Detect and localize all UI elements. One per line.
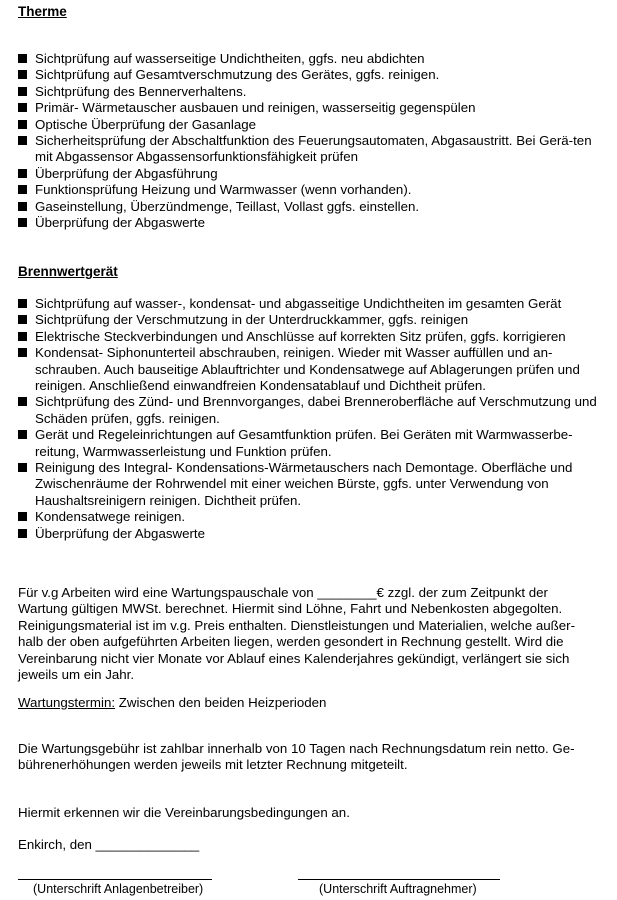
square-bullet-icon	[18, 512, 27, 521]
list-item: Sicherheitsprüfung der Abschaltfunktion des Feuerungsautomaten, Abgasaustritt. Bei Gerä-ten mit Abgassensor Abgassensorfunktionsfähigkeit prüfen	[18, 133, 598, 166]
therme-heading: Therme	[18, 4, 67, 19]
list-item: Gaseinstellung, Überzündmenge, Teillast, Vollast ggfs. einstellen.	[18, 199, 598, 215]
list-item: Reinigung des Integral- Kondensations-Wärmetauschers nach Demontage. Oberfläche und Zwischenräume der Rohrwendel mit einer weichen Bürste, ggfs. unter Verwendung von Haushaltsreinigern reinigen. Dichtheit prüfen.	[18, 460, 598, 509]
square-bullet-icon	[18, 348, 27, 357]
pauschale-paragraph: Für v.g Arbeiten wird eine Wartungspauschale von ________€ zzgl. der zum Zeitpunkt der Wartung gültigen MWSt. berechnet. Hiermit sind Löhne, Fahrt und Nebenkosten abgegolten. Reinigungsmaterial ist im v.g. Preis enthalten. Dienstleistungen und Materialien, welche außer-halb der oben aufgeführten Arbeiten liegen, werden gesondert in Rechnung gestellt. Wird die Vereinbarung nicht vier Monate vor Ablauf eines Kalenderjahres gekündigt, verlängert sie sich jeweils um ein Jahr.	[18, 585, 576, 683]
square-bullet-icon	[18, 169, 27, 178]
wartungstermin-line	[18, 695, 588, 711]
signature-line-right	[298, 879, 500, 880]
square-bullet-icon	[18, 218, 27, 227]
list-item: Kondensatwege reinigen.	[18, 509, 598, 525]
brennwert-heading: Brennwertgerät	[18, 264, 118, 279]
square-bullet-icon	[18, 87, 27, 96]
ort-datum-field: Enkirch, den ______________	[18, 837, 200, 852]
square-bullet-icon	[18, 299, 27, 308]
list-item: Überprüfung der Abgasführung	[18, 166, 598, 182]
list-item: Überprüfung der Abgaswerte	[18, 215, 598, 231]
list-item: Sichtprüfung der Verschmutzung in der Unterdruckkammer, ggfs. reinigen	[18, 312, 598, 328]
list-item: Gerät und Regeleinrichtungen auf Gesamtfunktion prüfen. Bei Geräten mit Warmwasserbe-reitung, Warmwasserleistung und Funktion prüfen.	[18, 427, 598, 460]
gebuehr-paragraph: Die Wartungsgebühr ist zahlbar innerhalb von 10 Tagen nach Rechnungsdatum rein netto. Ge-bührenerhöhungen werden jeweils mit letzter Rechnung mitgeteilt.	[18, 741, 575, 773]
list-item: Primär- Wärmetauscher ausbauen und reinigen, wasserseitig gegenspülen	[18, 100, 598, 116]
anerkennung-text: Hiermit erkennen wir die Vereinbarungsbedingungen an.	[18, 805, 350, 820]
list-item: Optische Überprüfung der Gasanlage	[18, 117, 598, 133]
square-bullet-icon	[18, 120, 27, 129]
wartungstermin-value: Zwischen den beiden Heizperioden	[115, 695, 327, 710]
signature-label-right: (Unterschrift Auftragnehmer)	[319, 882, 477, 896]
list-item: Sichtprüfung des Bennerverhaltens.	[18, 84, 598, 100]
list-item: Überprüfung der Abgaswerte	[18, 526, 598, 542]
brennwert-checklist	[18, 296, 598, 542]
list-item: Elektrische Steckverbindungen und Anschlüsse auf korrekten Sitz prüfen, ggfs. korrigieren	[18, 329, 598, 345]
list-item: Kondensat- Siphonunterteil abschrauben, reinigen. Wieder mit Wasser auffüllen und an-schrauben. Auch bauseitige Ablauftrichter und Kondensatwege auf Ablagerungen prüfen und reinigen. Anschließend einwandfreien Kondensatablauf und Dichtheit prüfen.	[18, 345, 598, 394]
square-bullet-icon	[18, 430, 27, 439]
wartungstermin-label: Wartungstermin:	[18, 695, 116, 710]
list-item: Funktionsprüfung Heizung und Warmwasser (wenn vorhanden).	[18, 182, 598, 198]
list-item: Sichtprüfung auf Gesamtverschmutzung des Gerätes, ggfs. reinigen.	[18, 67, 598, 83]
square-bullet-icon	[18, 315, 27, 324]
square-bullet-icon	[18, 529, 27, 538]
square-bullet-icon	[18, 136, 27, 145]
square-bullet-icon	[18, 185, 27, 194]
square-bullet-icon	[18, 54, 27, 63]
square-bullet-icon	[18, 70, 27, 79]
square-bullet-icon	[18, 463, 27, 472]
square-bullet-icon	[18, 332, 27, 341]
list-item: Sichtprüfung des Zünd- und Brennvorganges, dabei Brenneroberfläche auf Verschmutzung und Schäden prüfen, ggfs. reinigen.	[18, 394, 598, 427]
square-bullet-icon	[18, 103, 27, 112]
square-bullet-icon	[18, 202, 27, 211]
signature-line-left	[18, 879, 212, 880]
list-item: Sichtprüfung auf wasserseitige Undichtheiten, ggfs. neu abdichten	[18, 51, 598, 67]
square-bullet-icon	[18, 397, 27, 406]
therme-checklist	[18, 51, 598, 231]
signature-label-left: (Unterschrift Anlagenbetreiber)	[33, 882, 204, 896]
list-item: Sichtprüfung auf wasser-, kondensat- und abgasseitige Undichtheiten im gesamten Gerät	[18, 296, 598, 312]
